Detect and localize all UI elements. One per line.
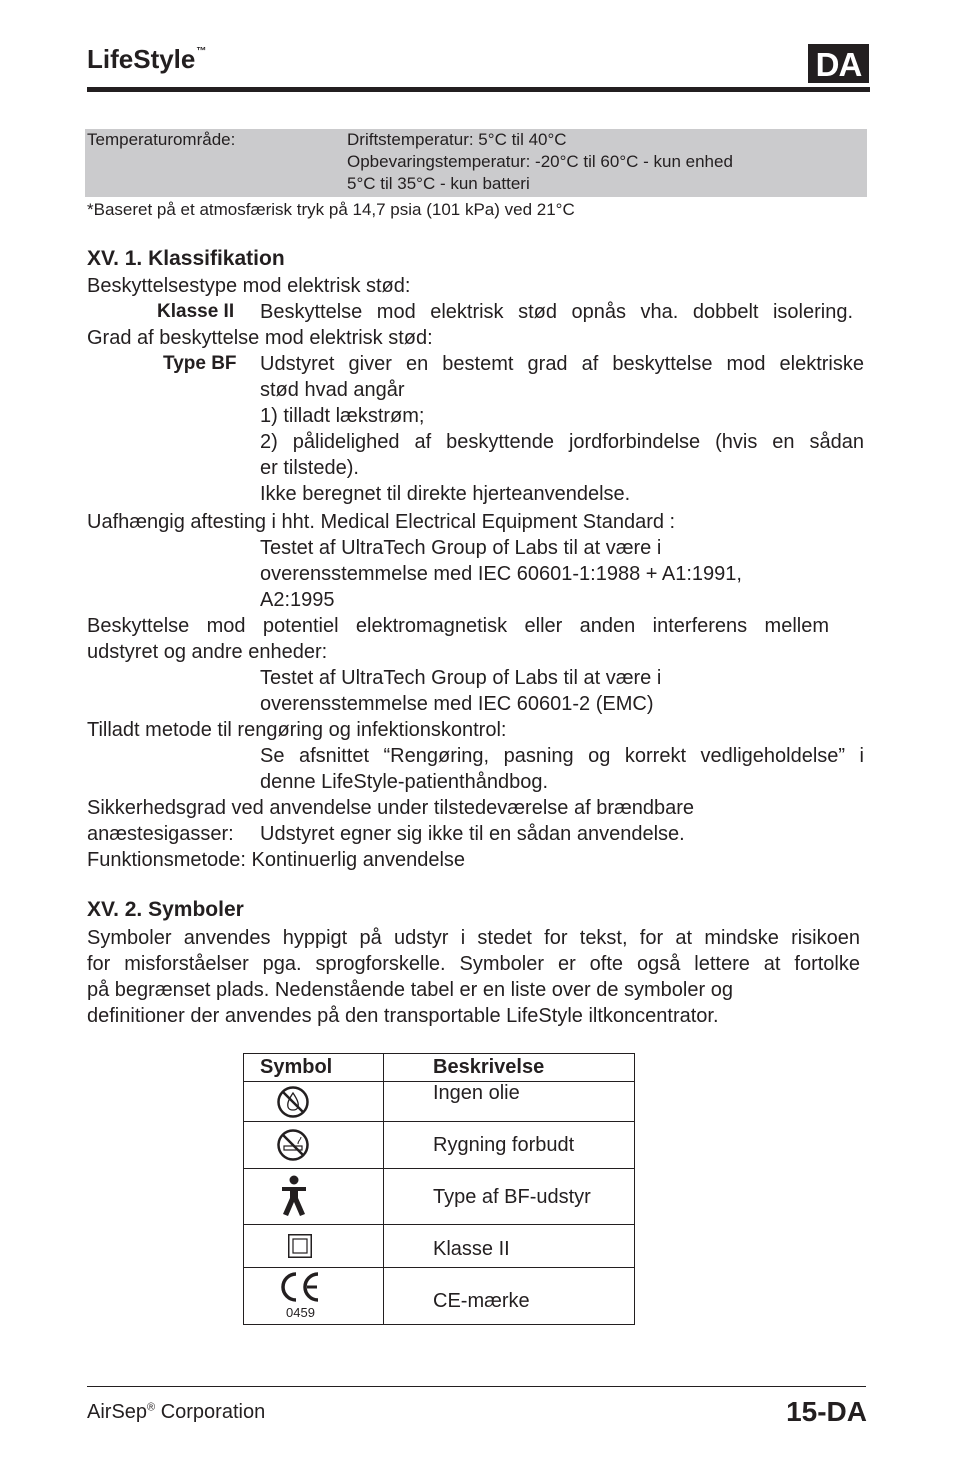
typebf-label: Type BF [163,353,237,374]
temperature-line: Driftstemperatur: 5°C til 40°C [347,130,567,149]
operation-mode-text: Funktionsmetode: Kontinuerlig anvendelse [87,849,466,871]
cleaning-text: Tilladt metode til rengøring og infektionskontrol: [87,719,507,741]
anesthetic-text: Udstyret egner sig ikke til en sådan anvendelse. [260,823,685,845]
symbols-heading: XV. 2. Symboler [87,898,244,921]
description-column-header: Beskrivelse [433,1056,545,1078]
typebf-line: Ikke beregnet til direkte hjerteanvendelse. [260,483,631,505]
cleaning-details [260,743,864,795]
footer-rule [87,1386,866,1387]
intro-line: definitioner der anvendes på den transportable LifeStyle iltkoncentrator. [87,1005,719,1027]
typebf-line: er tilstede). [260,457,359,479]
typebf-line: 1) tilladt lækstrøm; [260,405,425,427]
cleaning-line: Se afsnittet “Rengøring, pasning og korrekt vedligeholdelse” i [260,745,864,767]
ce-mark-number: 0459 [286,1305,315,1320]
document-title [87,44,206,75]
no-oil-icon [276,1085,310,1124]
typebf-line: 2) pålidelighed af beskyttende jordforbindelse (hvis en sådan [260,431,864,453]
classification-heading: XV. 1. Klassifikation [87,247,285,270]
class-ii-description: Klasse II [433,1238,510,1260]
page-number: 15-DA [786,1396,867,1427]
no-smoking-icon [276,1128,310,1167]
testing-line: A2:1995 [260,589,335,611]
interference-line: udstyret og andre enheder: [87,641,328,663]
testing-details [260,535,742,613]
ce-mark-description: CE-mærke [433,1290,530,1312]
interference-text [87,613,829,665]
symbols-intro [87,925,860,1029]
intro-line: for misforståelser pga. sprogforskelle. Symboler er ofte også lettere at fortolke [87,953,860,975]
temperature-label: Temperaturområde: [87,130,236,149]
emc-line: Testet af UltraTech Group of Labs til at være i [260,667,662,689]
type-bf-description: Type af BF-udstyr [433,1186,591,1208]
anesthetic-label: anæstesigasser: [87,823,234,845]
independent-testing-text: Uafhængig aftesting i hht. Medical Electrical Equipment Standard : [87,511,676,533]
testing-line: Testet af UltraTech Group of Labs til at være i [260,537,662,559]
class-ii-icon [288,1234,312,1263]
pressure-footnote: *Baseret på et atmosfærisk tryk på 14,7 psia (101 kPa) ved 21°C [87,200,575,219]
typebf-line: Udstyret giver en bestemt grad af beskyttelse mod elektriske [260,353,864,375]
temperature-line: 5°C til 35°C - kun batteri [347,174,530,193]
company-name: AirSep® Corporation [87,1401,266,1423]
no-smoking-description: Rygning forbudt [433,1134,575,1156]
protection-type-text: Beskyttelsestype mod elektrisk stød: [87,275,411,297]
emc-details [260,665,661,717]
no-oil-description: Ingen olie [433,1082,520,1104]
header-rule [87,87,870,92]
typebf-text [260,351,864,507]
emc-line: overensstemmelse med IEC 60601-2 (EMC) [260,693,654,715]
klasse-text: Beskyttelse mod elektrisk stød opnås vha. dobbelt isolering. [260,301,853,323]
trademark-mark: ™ [196,46,207,57]
symbols-table [243,1053,635,1325]
title-text: LifeStyle [87,44,196,74]
temperature-line: Opbevaringstemperatur: -20°C til 60°C - kun enhed [347,152,733,171]
cleaning-line: denne LifeStyle-patienthåndbog. [260,771,549,793]
language-badge: DA [808,44,869,83]
flammable-gas-text: Sikkerhedsgrad ved anvendelse under tilstedeværelse af brændbare [87,797,695,819]
type-bf-icon [279,1174,309,1223]
intro-line: på begrænset plads. Nedenstående tabel er en liste over de symboler og [87,979,733,1001]
temperature-values [347,129,733,195]
registered-mark: ® [147,1401,156,1414]
symbol-column-header: Symbol [260,1056,333,1078]
typebf-line: stød hvad angår [260,379,405,401]
protection-degree-text: Grad af beskyttelse mod elektrisk stød: [87,327,433,349]
ce-mark-icon [277,1270,323,1309]
intro-line: Symboler anvendes hyppigt på udstyr i stedet for tekst, for at mindske risikoen [87,927,860,949]
klasse-label: Klasse II [157,301,235,322]
testing-line: overensstemmelse med IEC 60601-1:1988 + A1:1991, [260,563,742,585]
interference-line: Beskyttelse mod potentiel elektromagnetisk eller anden interferens mellem [87,615,829,637]
